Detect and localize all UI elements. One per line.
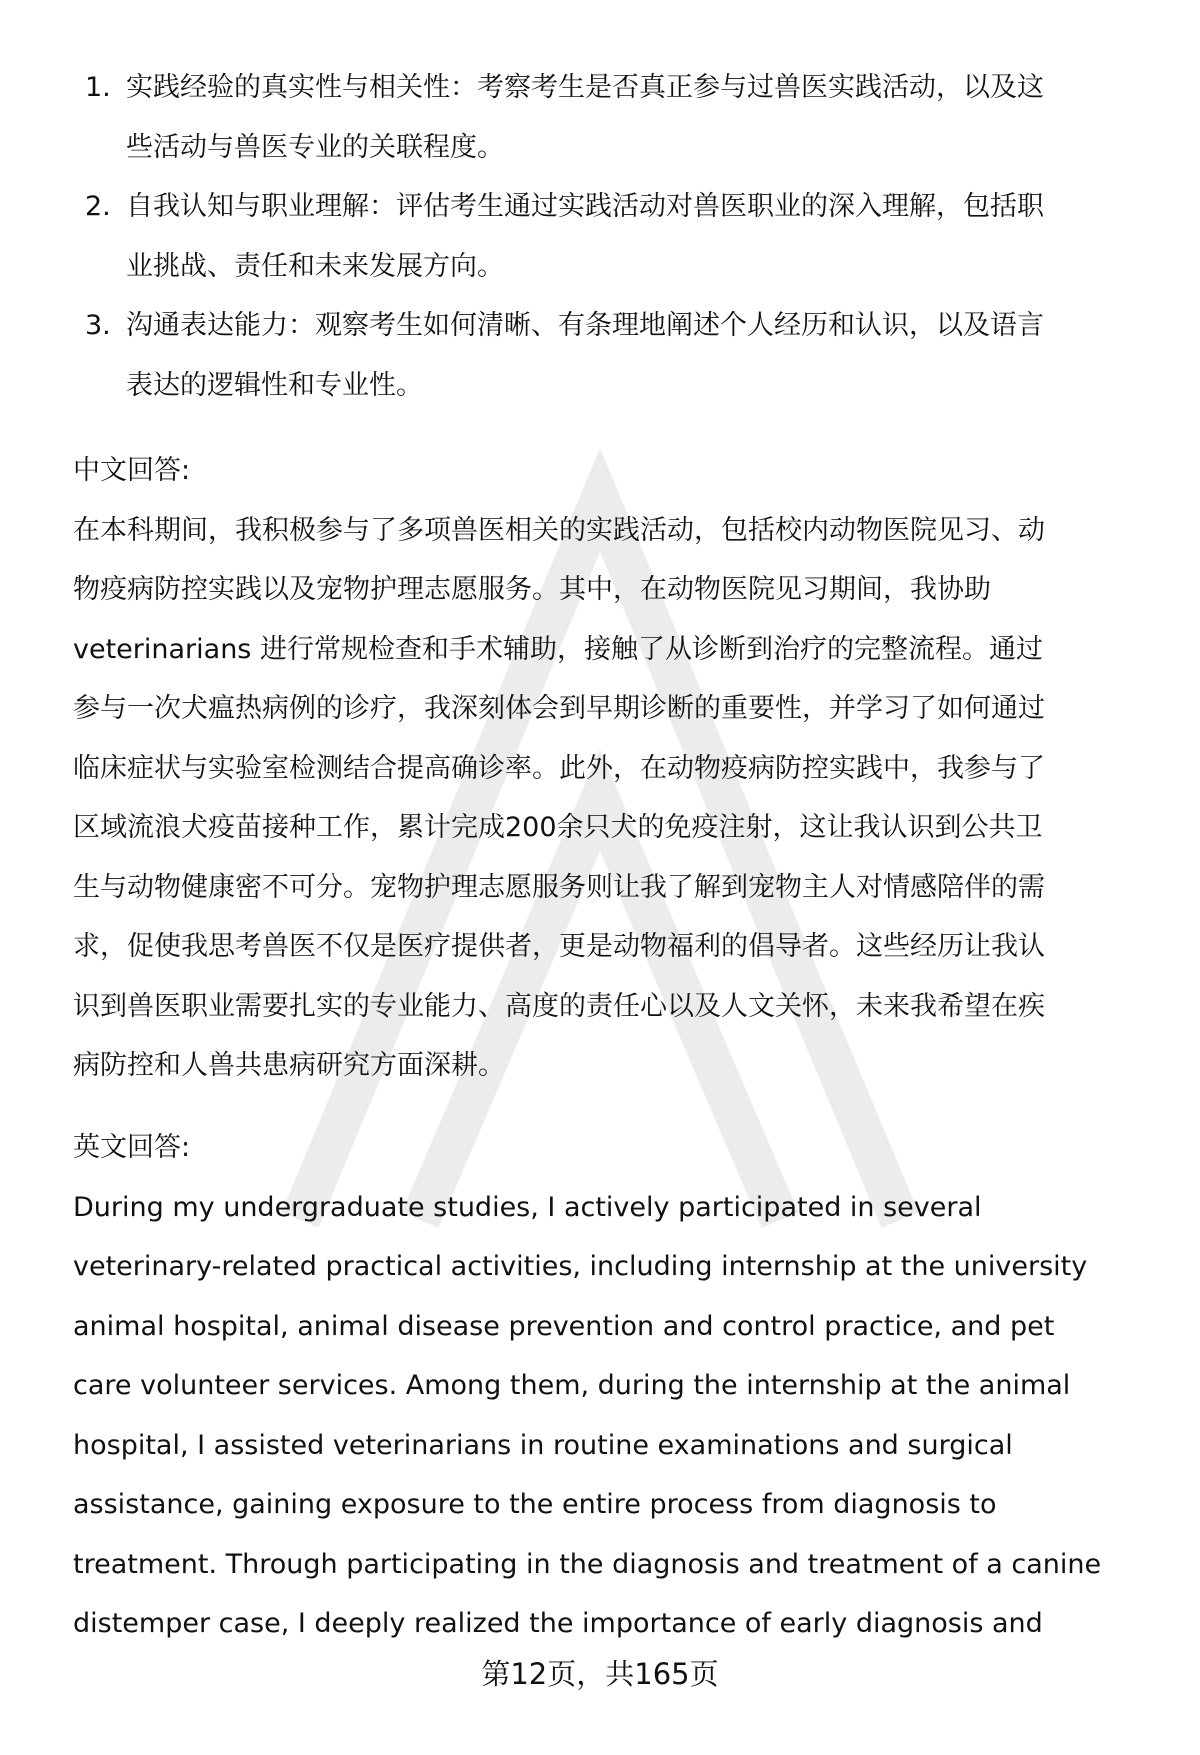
- text-line: hospital, I assisted veterinarians in routine examinations and surgical: [73, 1429, 1013, 1461]
- text-line: distemper case, I deeply realized the importance of early diagnosis and: [73, 1608, 1043, 1639]
- text-line: 业挑战、责任和未来发展方向。: [126, 250, 504, 282]
- criteria-item: [73, 58, 1153, 177]
- text-line: 病防控和人兽共患病研究方面深耕。: [73, 1050, 505, 1081]
- text-line: 识到兽医职业需要扎实的专业能力、高度的责任心以及人文关怀，未来我希望在疾: [73, 990, 1045, 1022]
- criteria-item: [73, 296, 1153, 415]
- text-line: 物疫病防控实践以及宠物护理志愿服务。其中，在动物医院见习期间，我协助: [73, 574, 991, 605]
- chinese-answer-section: [73, 441, 1153, 1096]
- chinese-answer-heading: 中文回答:: [73, 455, 191, 486]
- criteria-item: [73, 177, 1153, 296]
- text-line: 区域流浪犬疫苗接种工作，累计完成200余只犬的免疫注射，这让我认识到公共卫: [73, 812, 1043, 843]
- text-line: veterinary-related practical activities, including internship at the university: [73, 1251, 1088, 1282]
- text-line: care volunteer services. Among them, during the internship at the animal: [73, 1370, 1071, 1401]
- text-line: 实践经验的真实性与相关性：考察考生是否真正参与过兽医实践活动，以及这: [126, 72, 1044, 103]
- text-line: 生与动物健康密不可分。宠物护理志愿服务则让我了解到宠物主人对情感陪伴的需: [73, 871, 1045, 903]
- english-answer-section: [73, 1118, 1153, 1654]
- english-answer-heading: 英文回答:: [73, 1132, 191, 1163]
- text-line: 表达的逻辑性和专业性。: [126, 369, 423, 401]
- text-line: 参与一次犬瘟热病例的诊疗，我深刻体会到早期诊断的重要性，并学习了如何通过: [73, 693, 1045, 724]
- text-line: assistance, gaining exposure to the entire process from diagnosis to: [73, 1489, 997, 1520]
- evaluation-criteria-list: [73, 58, 1153, 415]
- text-line: During my undergraduate studies, I actively participated in several: [73, 1191, 982, 1223]
- text-line: veterinarians 进行常规检查和手术辅助，接触了从诊断到治疗的完整流程。通过: [73, 633, 1043, 665]
- chinese-answer-body: [73, 501, 1153, 1096]
- text-line: treatment. Through participating in the diagnosis and treatment of a canine: [73, 1548, 1102, 1580]
- page-number: 第12页，共165页: [481, 1657, 719, 1691]
- list-number: 1.: [85, 72, 111, 103]
- text-line: 自我认知与职业理解：评估考生通过实践活动对兽医职业的深入理解，包括职: [126, 191, 1044, 222]
- text-line: animal hospital, animal disease prevention and control practice, and pet: [73, 1310, 1055, 1342]
- list-number: 3.: [85, 310, 111, 341]
- text-line: 求，促使我思考兽医不仅是医疗提供者，更是动物福利的倡导者。这些经历让我认: [73, 931, 1045, 962]
- list-number: 2.: [85, 191, 111, 222]
- english-answer-body: [73, 1178, 1153, 1654]
- text-line: 沟通表达能力：观察考生如何清晰、有条理地阐述个人经历和认识，以及语言: [126, 310, 1044, 341]
- text-line: 些活动与兽医专业的关联程度。: [126, 131, 504, 163]
- text-line: 临床症状与实验室检测结合提高确诊率。此外，在动物疫病防控实践中，我参与了: [73, 752, 1045, 784]
- text-line: 在本科期间，我积极参与了多项兽医相关的实践活动，包括校内动物医院见习、动: [73, 514, 1045, 546]
